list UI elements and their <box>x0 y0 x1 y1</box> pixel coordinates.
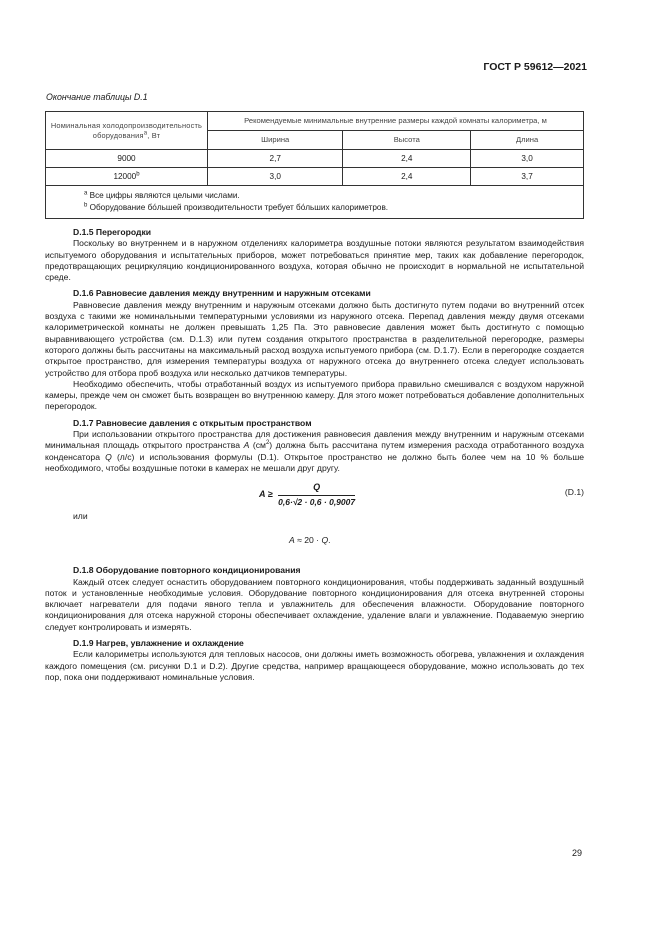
capacity-column-header <box>46 112 208 150</box>
paragraph: Если калориметры используются для тепловых насосов, они должны иметь возможность обогрева, увлажнения и охлаждения каждого помещения (см. рисунки D.1 и D.2). Другие средства, например вращающееся оборудование, можно использовать до тех пор, пока они поддерживают номинальные условия. <box>45 649 584 682</box>
note-mark: a <box>84 190 88 197</box>
width-cell: 2,7 <box>208 150 343 168</box>
formula-block <box>45 474 584 560</box>
formula-fraction <box>278 482 355 508</box>
table-notes <box>46 186 584 219</box>
superscript: 2 <box>265 440 270 447</box>
formula-lhs: A ≥ <box>259 489 273 500</box>
capacity-value: 12000 <box>113 171 137 181</box>
note-text: Все цифры являются целыми числами. <box>89 191 240 200</box>
variable-q: Q <box>321 535 329 546</box>
table-caption: Окончание таблицы D.1 <box>46 92 148 102</box>
height-column-header: Высота <box>343 131 471 150</box>
capacity-cell <box>46 168 208 186</box>
capacity-table <box>45 111 584 219</box>
note-text: Оборудование бо́льшей производительности требует бо́льших калориметров. <box>89 203 389 212</box>
paragraph: Равновесие давления между внутренним и наружным отсеками должно быть достигнуто путем подачи во внутренний отсек воздуха с такими же номинальными температурными условиями из наружного отсека. Перепад давления между двумя отсеками калориметрической комнаты не должен превышать 1,25 Па. Это равновесие давления может быть достигнуто с помощью выравнивающего устройства (см. D.1.3) или путем создания открытого пространства в разделительной перегородке, размеры которого должны быть рассчитаны на максимальный расход воздуха испытуемого прибора (см. D.1.7). Если в перегородке создается открытое пространство, для измерения температуры воздуха от наружного отсека до внутреннего отсека следует использовать устройство для отбора проб воздуха или несколько датчиков температуры. <box>45 299 584 378</box>
table-note <box>84 202 577 214</box>
or-label: или <box>73 511 88 522</box>
variable-a: A <box>289 535 295 546</box>
table-note <box>84 190 577 202</box>
length-cell: 3,0 <box>471 150 584 168</box>
height-cell: 2,4 <box>343 150 471 168</box>
variable-q: Q <box>105 451 112 462</box>
section-heading-d16: D.1.6 Равновесие давления между внутренним и наружным отсеками <box>73 288 371 299</box>
formula-simplified <box>289 535 331 546</box>
text-run: . <box>328 535 331 546</box>
table-header-row <box>46 112 584 131</box>
height-cell: 2,4 <box>343 168 471 186</box>
capacity-header-footnote: a <box>143 130 148 137</box>
document-id: ГОСТ Р 59612—2021 <box>483 61 587 73</box>
document-body <box>45 227 584 683</box>
text-run: При использовании открытого пространства для достижения равновесия давления между внутренним и наружным отсеками минимальная площадь открытого пространства <box>45 429 584 451</box>
dimensions-group-header: Рекомендуемые минимальные внутренние размеры каждой комнаты калориметра, м <box>208 112 584 131</box>
variable-a: A <box>243 440 250 451</box>
capacity-header-unit: , Вт <box>147 130 161 140</box>
capacity-header-text: Номинальная холодопроизводительность оборудования <box>50 120 203 140</box>
capacity-value: 9000 <box>117 153 136 163</box>
section-heading-d18: D.1.8 Оборудование повторного кондиционирования <box>73 565 301 576</box>
width-column-header: Ширина <box>208 131 343 150</box>
paragraph: Поскольку во внутреннем и в наружном отделениях калориметра воздушные потоки являются результатом взаимодействия испытуемого оборудования и испытательных приборов, может потребоваться принятие мер, таких как добавление перегородок, предотвращающих рециркуляцию кондиционированного воздуха, которая обычно не происходит в нормальной не испытательной среде. <box>45 238 584 283</box>
paragraph: Необходимо обеспечить, чтобы отработанный воздух из испытуемого прибора правильно смешивался с воздухом наружной камеры, прежде чем он сможет быть возвращен во внутреннюю камеру. Для этого может потребоваться добавление дополнительных перегородок. <box>45 378 584 412</box>
length-cell: 3,7 <box>471 168 584 186</box>
section-heading-d19: D.1.9 Нагрев, увлажнение и охлаждение <box>73 638 244 649</box>
length-column-header: Длина <box>471 131 584 150</box>
formula-number: (D.1) <box>564 487 584 498</box>
text-run: (см <box>249 440 266 451</box>
formula-denominator: 0,6·√2 · 0,6 · 0,9007 <box>278 496 356 507</box>
note-mark: b <box>84 202 88 209</box>
text-run: ) должна быть рассчитана путем измерения расхода отработанного воздуха конденсатора <box>45 440 585 462</box>
paragraph: Каждый отсек следует оснастить оборудованием повторного кондиционирования, чтобы поддерживать заданный воздушный поток и установленные необходимые условия. Оборудование повторного кондиционирования для отсека внутренней стороны включает нагреватели для подачи явного тепла и увлажнитель для обеспечения влажности. Оборудование повторного кондиционирования для отсека наружной стороны обеспечивает охлаждение, удаление влаги и увлажнение. Подаваемую энергию следует контролировать и измерять. <box>45 576 584 632</box>
table-row <box>46 168 584 186</box>
page-number: 29 <box>571 848 582 858</box>
table-notes-row <box>46 186 584 219</box>
capacity-cell <box>46 150 208 168</box>
section-heading-d17: D.1.7 Равновесие давления с открытым пространством <box>73 417 312 428</box>
text-run: (л/с) и использования формулы (D.1). Открытое пространство не должно быть более чем на 10 % больше необходимого, чтобы воздушные потоки в камерах не мешали друг другу. <box>45 451 584 473</box>
table-row <box>46 150 584 168</box>
paragraph <box>45 429 584 474</box>
capacity-footnote: b <box>136 171 140 178</box>
section-heading-d15: D.1.5 Перегородки <box>73 227 152 237</box>
text-run: ≈ 20 · <box>294 535 322 546</box>
formula-numerator: Q <box>278 482 355 495</box>
formula-d1 <box>259 482 355 508</box>
width-cell: 3,0 <box>208 168 343 186</box>
